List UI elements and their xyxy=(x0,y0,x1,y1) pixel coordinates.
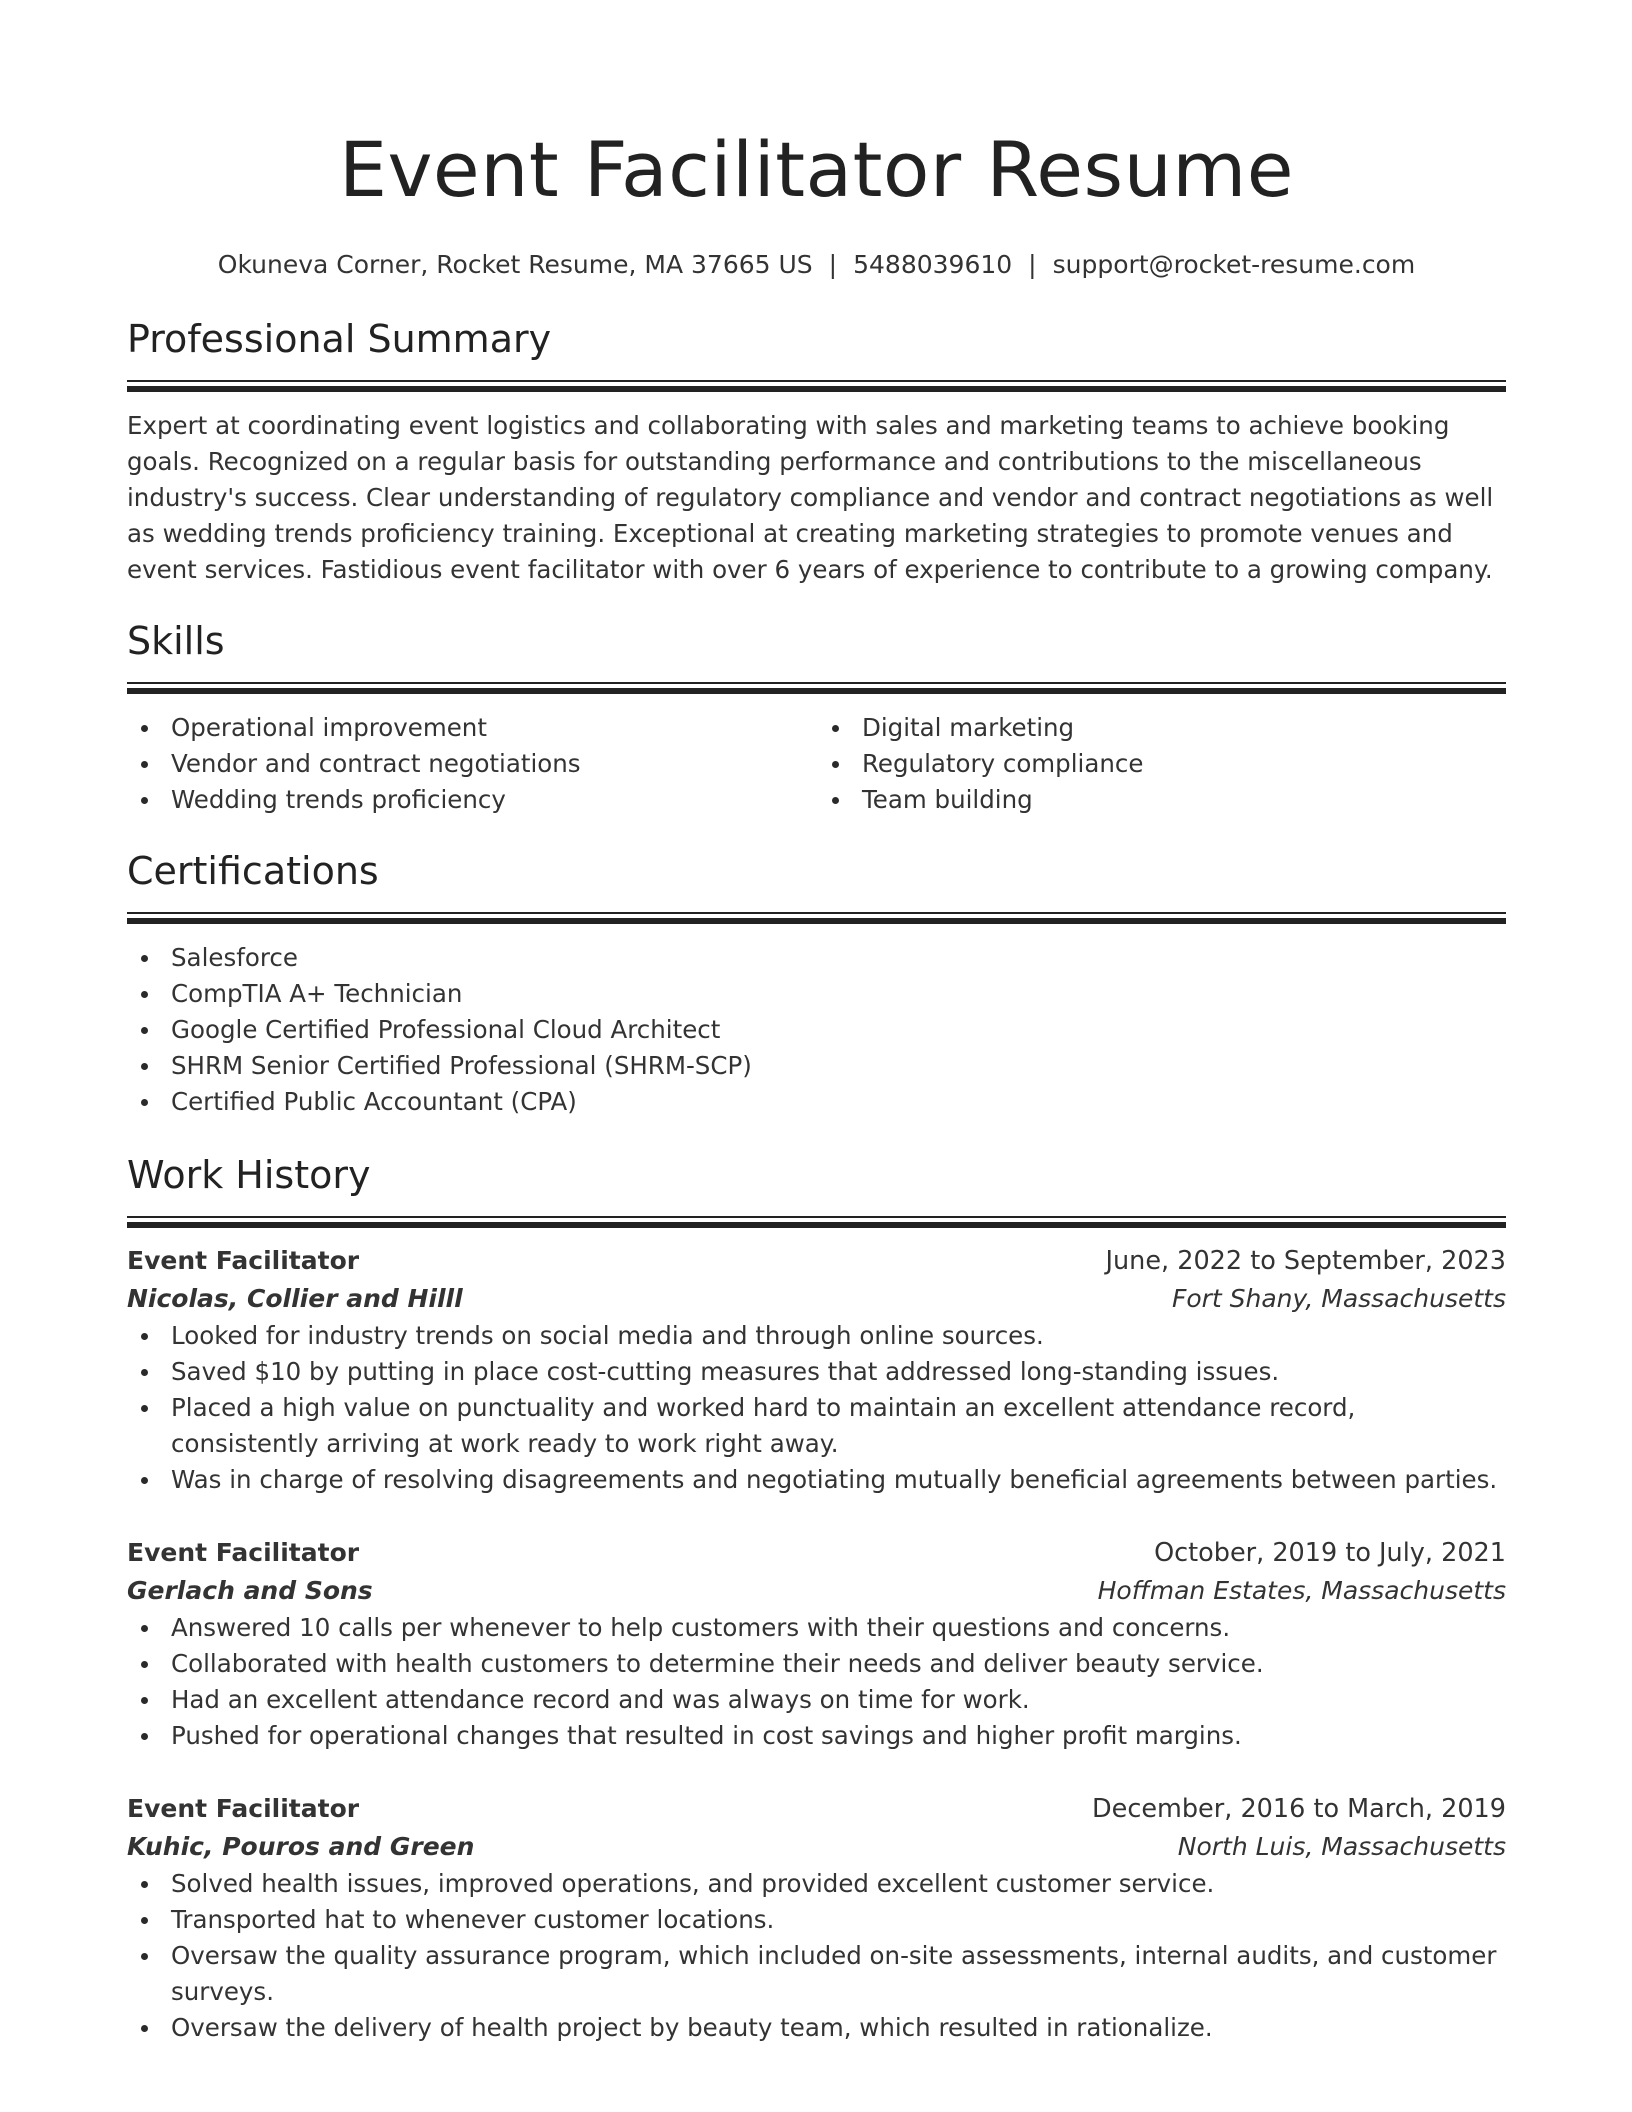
section-heading: Professional Summary xyxy=(127,317,552,361)
job-bullets xyxy=(127,1866,1506,2046)
contact-line xyxy=(127,248,1506,282)
job-subheader xyxy=(127,1280,1506,1318)
skill-item: Wedding trends proficiency xyxy=(127,782,815,818)
contact-email: support@rocket-resume.com xyxy=(1052,250,1416,279)
job-bullet: Had an excellent attendance record and was always on time for work. xyxy=(127,1682,1506,1718)
work-history-section xyxy=(127,1150,1506,2046)
skill-item: Team building xyxy=(818,782,1506,818)
job-bullet: Oversaw the delivery of health project by beauty team, which resulted in rationalize. xyxy=(127,2010,1506,2046)
certification-item: Certified Public Accountant (CPA) xyxy=(127,1084,1506,1120)
job-bullet: Collaborated with health customers to determine their needs and deliver beauty service. xyxy=(127,1646,1506,1682)
job-location: Fort Shany, Massachusetts xyxy=(1171,1284,1506,1313)
job-bullets xyxy=(127,1318,1506,1498)
job-subheader xyxy=(127,1572,1506,1610)
job-entry xyxy=(127,1242,1506,1498)
skill-item: Operational improvement xyxy=(127,710,815,746)
job-bullet: Oversaw the quality assurance program, which included on-site assessments, internal audits, and customer surveys. xyxy=(127,1938,1506,2010)
job-title: Event Facilitator xyxy=(127,1246,360,1275)
job-bullet: Solved health issues, improved operations, and provided excellent customer service. xyxy=(127,1866,1506,1902)
section-divider xyxy=(127,682,1506,694)
skills-column-right xyxy=(815,710,1506,818)
section-heading: Skills xyxy=(127,619,225,663)
summary-section xyxy=(127,314,1506,588)
skill-item: Regulatory compliance xyxy=(818,746,1506,782)
job-entry xyxy=(127,1534,1506,1754)
section-divider xyxy=(127,1216,1506,1228)
contact-separator: | xyxy=(1028,250,1037,279)
section-divider xyxy=(127,912,1506,924)
section-heading: Certifications xyxy=(127,849,379,893)
job-bullet: Answered 10 calls per whenever to help customers with their questions and concerns. xyxy=(127,1610,1506,1646)
job-subheader xyxy=(127,1828,1506,1866)
certification-item: CompTIA A+ Technician xyxy=(127,976,1506,1012)
certification-item: Salesforce xyxy=(127,940,1506,976)
job-location: Hoffman Estates, Massachusetts xyxy=(1097,1576,1506,1605)
skill-item: Digital marketing xyxy=(818,710,1506,746)
skills-grid xyxy=(127,710,1506,818)
job-bullet: Was in charge of resolving disagreements and negotiating mutually beneficial agreements between parties. xyxy=(127,1462,1506,1498)
contact-phone: 5488039610 xyxy=(853,250,1013,279)
job-bullet: Saved $10 by putting in place cost-cutting measures that addressed long-standing issues. xyxy=(127,1354,1506,1390)
certification-item: Google Certified Professional Cloud Architect xyxy=(127,1012,1506,1048)
job-entry xyxy=(127,1790,1506,2046)
job-bullets xyxy=(127,1610,1506,1754)
job-company: Gerlach and Sons xyxy=(127,1576,373,1605)
certifications-list xyxy=(127,940,1506,1120)
certifications-section xyxy=(127,846,1506,1120)
job-header xyxy=(127,1534,1506,1572)
job-company: Nicolas, Collier and Hilll xyxy=(127,1284,463,1313)
job-dates: October, 2019 to July, 2021 xyxy=(1154,1538,1506,1568)
section-divider xyxy=(127,380,1506,392)
section-heading: Work History xyxy=(127,1153,371,1197)
job-bullet: Looked for industry trends on social media and through online sources. xyxy=(127,1318,1506,1354)
job-bullet: Transported hat to whenever customer locations. xyxy=(127,1902,1506,1938)
job-bullet: Placed a high value on punctuality and worked hard to maintain an excellent attendance record, consistently arriving at work ready to work right away. xyxy=(127,1390,1506,1462)
contact-separator: | xyxy=(828,250,838,279)
job-header xyxy=(127,1790,1506,1828)
job-bullet: Pushed for operational changes that resulted in cost savings and higher profit margins. xyxy=(127,1718,1506,1754)
skills-section xyxy=(127,616,1506,818)
summary-text: Expert at coordinating event logistics and collaborating with sales and marketing teams to achieve booking goals. Recognized on a regular basis for outstanding performance and contributions to the miscellaneous industry's success. Clear understanding of regulatory compliance and vendor and contract negotiations as well as wedding trends proficiency training. Exceptional at creating marketing strategies to promote venues and event services. Fastidious event facilitator with over 6 years of experience to contribute to a growing company. xyxy=(127,411,1494,584)
job-title: Event Facilitator xyxy=(127,1794,360,1823)
page-title: Event Facilitator Resume xyxy=(338,125,1295,214)
job-dates: June, 2022 to September, 2023 xyxy=(1105,1246,1506,1276)
contact-address: Okuneva Corner, Rocket Resume, MA 37665 US xyxy=(217,250,813,279)
certification-item: SHRM Senior Certified Professional (SHRM-SCP) xyxy=(127,1048,1506,1084)
skill-item: Vendor and contract negotiations xyxy=(127,746,815,782)
job-company: Kuhic, Pouros and Green xyxy=(127,1832,475,1861)
job-header xyxy=(127,1242,1506,1280)
skills-column-left xyxy=(127,710,815,818)
job-dates: December, 2016 to March, 2019 xyxy=(1092,1794,1506,1824)
job-title: Event Facilitator xyxy=(127,1538,360,1567)
job-location: North Luis, Massachusetts xyxy=(1177,1832,1506,1861)
